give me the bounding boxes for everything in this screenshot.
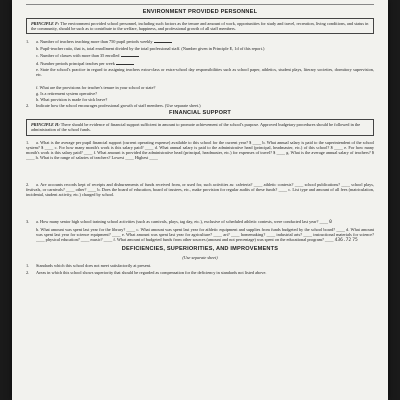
section-heading-deficiencies: DEFICIENCIES, SUPERIORITIES, AND IMPROVEMENTS [121,245,279,252]
principle-h-label: PRINCIPLE H: [31,122,60,128]
handwritten-entry-1: 0 [329,220,332,226]
document-page [12,0,388,400]
section-heading-personnel: ENVIRONMENT PROVIDED PERSONNEL [142,9,258,15]
separate-sheet-note: (Use separate sheet) [182,254,218,260]
financial-item-2: 2. a. Are accounts records kept of receipts and disbursements of funds received from, or used for, such activities as: cafeteria? ____ athletic contests? ____ school publications? ____ school plays, festivals, or carnivals? ____ other? ____ b. Does the board of education, board of trustees, etc., make provision for regular audits of these funds? ____ c. List type and amount of all fees (matriculation, incidental, student activity, etc.) charged by school. [26,181,374,198]
financial-item-3a: 3. a. How many senior high school training school activities (such as carnivals, plays, tag day, etc.), exclusive of scheduled athletic contests, were conducted last year? ____ 0 [26,219,332,226]
financial-item-1: 1. a. What is the average per pupil financial support (current operating expense) available to this school for the current year? $ ____ b. What annual salary is paid to the superintendent of the school system? $ ____ c. For how many month's work is this salary paid? ____ d. What annual salary is paid to the administrative head (principal, headmaster, etc.) of this school? $ ____ e. For how many month's work is this salary paid? ____ f. What amount is provided the administrative head (principal, headmaster, etc.) for expenses of travel? $ ____ g. What is the average annual salary of teachers? $ ____ h. What is the range of salaries of teachers? Lowest ____ Highest ____ [26,139,374,160]
personnel-item-1b: b. Pupil-teacher ratio, that is, total enrollment divided by the total professional staff. (Number given in Principle E, 1d of this report.) [36,46,265,52]
personnel-item-1c: c. Number of classes with more than 35 enrolled [36,52,374,58]
handwritten-entry-2: 436.72 [334,238,352,244]
principle-f-box [26,18,374,34]
section-heading-financial: FINANCIAL SUPPORT [168,110,232,117]
principle-h-box [26,119,374,135]
page-content [12,0,388,275]
personnel-item-1e: e. State the school's practice in regard to assigning teachers extra-class or extra-school day responsibilities such as school paper, athletics, student plays, literary societies, dormitory supervision, etc. [36,66,374,77]
top-rule [26,4,374,7]
personnel-item-1g: g. Is a retirement system operative? [36,90,98,96]
personnel-item-1a: 1. a. Number of teachers teaching more than 750 pupil periods weekly [26,38,374,44]
handwritten-entry-3: 75 [352,238,358,244]
personnel-item-1h: h. What provision is made for sick leave? [36,97,108,103]
personnel-item-2: 2. Indicate how the school encourages professional growth of staff members. (Use separate sheet.) [26,103,201,109]
deficiency-item-2: 2. Areas in which this school shows superiority that should be regarded as compensation for the deficiency in standards not listed above. [26,269,267,275]
principle-f-label: PRINCIPLE F: [31,21,60,27]
financial-item-3b: b. What amount was spent last year for the library? ____ c. What amount was spent last year for athletic equipment and supplies from funds budgeted by the school board? ____ d. What amount was spent last year for science equipment? ____ e. What amount was spent last year for agriculture? ____ art? ____ homemaking? ____ industrial arts? ____ instructional materials for science? ____ physical education? ____ music? ____ f. What amount of budgeted funds from other sources (amount and not percentage) was spent on the educational program? ____ 436.72 75 [36,227,374,244]
personnel-item-1d: d. Number periods principal teaches per week [36,60,374,66]
deficiency-item-1: 1. Standards which this school does not meet satisfactorily at present. [26,262,152,268]
principle-f-text: The environment provided school personnel, including such factors as the tenure and amount of work, opportunities for study and travel, recreation, living conditions, and status in the community, should be such as to contribute to the welfare, happiness, and professional growth of all staff members. [31,21,369,32]
personnel-item-1f: f. What are the provisions for teacher's tenure in your school or state? [36,84,156,90]
principle-h-text: There should be evidence of financial support sufficient in amount to promote achievement of the school's purpose. Approved budgetary procedures should be followed in the administration of the school funds. [31,122,361,133]
